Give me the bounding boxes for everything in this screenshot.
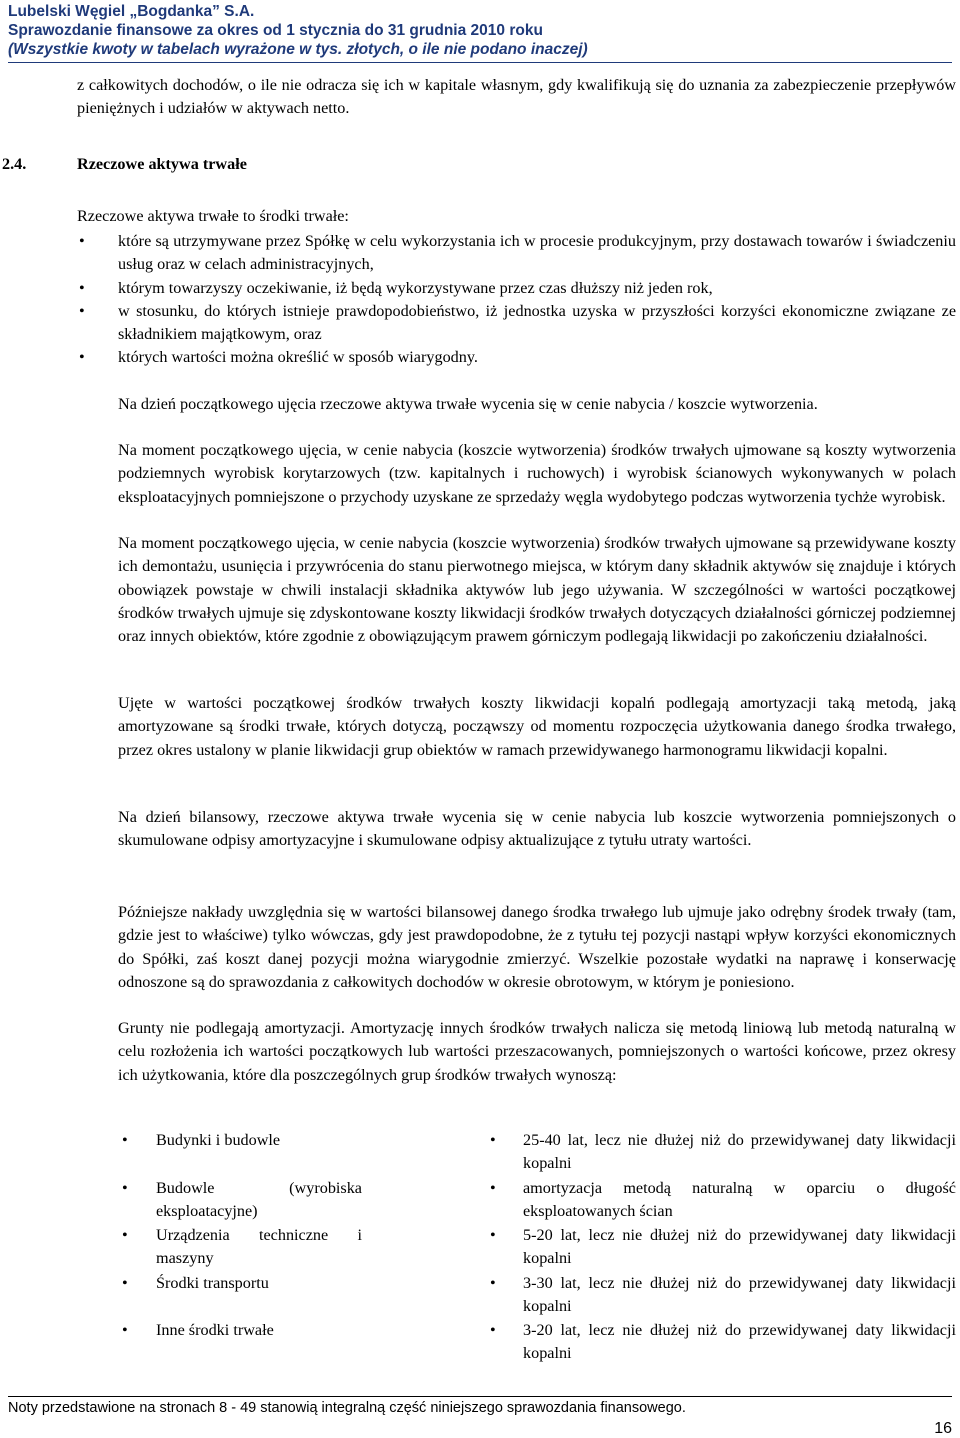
bullet-icon: • bbox=[122, 1273, 128, 1292]
page-number: 16 bbox=[934, 1420, 952, 1437]
amounts-note: (Wszystkie kwoty w tabelach wyrażone w tys. złotych, o ile nie podano inaczej) bbox=[8, 41, 588, 58]
bullet-icon: • bbox=[79, 348, 85, 367]
table-row bbox=[118, 1129, 956, 1177]
paragraph-initial-recognition: Na dzień początkowego ujęcia rzeczowe aktywa trwałe wycenia się w cenie nabycia / koszcie wytworzenia. bbox=[118, 395, 818, 413]
asset-group: Środki transportu bbox=[156, 1273, 269, 1292]
asset-group: Budynki i budowle bbox=[156, 1131, 281, 1149]
paragraph-excavation-costs: Na moment początkowego ujęcia, w cenie nabycia (koszcie wytworzenia) środków trwałych ujmowane są koszty wytworzenia podziemnych wyrobisk korytarzowych (tzw. kapitalnych i ruchowych) i wyrobisk ścianowych wykonywanych w polach eksploatacyjnych pomniejszone o przychody uzyskane ze sprzedaży węgla wydobytego podczas wytworzenia tychże wyrobisk. bbox=[118, 441, 956, 506]
continuation-paragraph: z całkowitych dochodów, o ile nie odracza się ich w kapitale własnym, gdy kwalifikują się do uznania za zabezpieczenie przepływów pieniężnych i udziałów w aktywach netto. bbox=[77, 76, 956, 118]
criteria-list bbox=[77, 230, 956, 370]
bullet-icon: • bbox=[122, 1321, 128, 1339]
paragraph-balance-sheet-date: Na dzień bilansowy, rzeczowe aktywa trwałe wycenia się w cenie nabycia lub koszcie wytworzenia pomniejszonych o skumulowane odpisy amortyzacyjne i skumulowane odpisy aktualizujące z tytułu utraty wartości. bbox=[118, 808, 956, 850]
useful-life: 3-20 lat, lecz nie dłużej niż do przewidywanej daty likwidacji kopalni bbox=[523, 1321, 956, 1363]
bullet-icon: • bbox=[490, 1321, 496, 1339]
useful-life: 3-30 lat, lecz nie dłużej niż do przewidywanej daty likwidacji kopalni bbox=[523, 1273, 956, 1315]
depreciation-table bbox=[118, 1129, 956, 1367]
list-item: • których wartości można określić w sposób wiarygodny. bbox=[77, 346, 956, 369]
asset-group: Urządzenia techniczne i maszyny bbox=[156, 1226, 362, 1268]
bullet-icon: • bbox=[490, 1178, 496, 1197]
section-number: 2.4. bbox=[2, 155, 27, 173]
bullet-icon: • bbox=[122, 1131, 128, 1149]
footer-divider bbox=[8, 1396, 952, 1397]
paragraph-depreciation-method: Grunty nie podlegają amortyzacji. Amortyzację innych środków trwałych nalicza się metodą liniową lub metodą naturalną w celu rozłożenia ich wartości początkowych lub wartości przeszacowanych, pomniejszonych o wartości końcowe, przez okresy ich użytkowania, które dla poszczególnych grup środków trwałych wynoszą: bbox=[118, 1019, 956, 1084]
header-divider bbox=[8, 62, 952, 63]
list-item: • którym towarzyszy oczekiwanie, iż będą wykorzystywane przez czas dłuższy niż jeden rok, bbox=[77, 277, 956, 300]
bullet-icon: • bbox=[79, 232, 85, 250]
useful-life: 25-40 lat, lecz nie dłużej niż do przewidywanej daty likwidacji kopalni bbox=[523, 1131, 956, 1173]
section-intro: Rzeczowe aktywa trwałe to środki trwałe: bbox=[77, 207, 349, 225]
footer-note: Noty przedstawione na stronach 8 - 49 stanowią integralną część niniejszego sprawozdania finansowego. bbox=[8, 1400, 686, 1416]
section-title: Rzeczowe aktywa trwałe bbox=[77, 155, 247, 173]
table-row bbox=[118, 1319, 956, 1367]
useful-life: amortyzacja metodą naturalną w oparciu o długość eksploatowanych ścian bbox=[523, 1178, 956, 1220]
report-title: Sprawozdanie finansowe za okres od 1 stycznia do 31 grudnia 2010 roku bbox=[8, 22, 543, 39]
bullet-icon: • bbox=[490, 1226, 496, 1244]
bullet-icon: • bbox=[490, 1131, 496, 1149]
bullet-icon: • bbox=[490, 1273, 496, 1292]
bullet-icon: • bbox=[122, 1226, 128, 1244]
table-row bbox=[118, 1224, 956, 1272]
useful-life: 5-20 lat, lecz nie dłużej niż do przewidywanej daty likwidacji kopalni bbox=[523, 1226, 956, 1268]
bullet-icon: • bbox=[122, 1178, 128, 1197]
paragraph-mine-liquidation: Ujęte w wartości początkowej środków trwałych koszty likwidacji kopalń podlegają amortyzacji taką metodą, jaką amortyzowane są środki trwałe, których dotyczą, począwszy od momentu rozpoczęcia użytkowania danego środka trwałego, przez okres ustalony w planie likwidacji grup obiektów w ramach przewidywanego harmonogramu likwidacji kopalni. bbox=[118, 694, 956, 759]
page-header bbox=[8, 2, 908, 59]
table-row bbox=[118, 1177, 956, 1225]
company-name: Lubelski Węgiel „Bogdanka” S.A. bbox=[8, 3, 255, 20]
list-item: • w stosunku, do których istnieje prawdopodobieństwo, iż jednostka uzyska w przyszłości korzyści ekonomiczne związane ze składnikiem majątkowym, oraz bbox=[79, 301, 956, 344]
table-row bbox=[118, 1272, 956, 1320]
paragraph-dismantling-costs: Na moment początkowego ujęcia, w cenie nabycia (koszcie wytworzenia) środków trwałych ujmowane są przewidywane koszty ich demontażu, usunięcia i przywrócenia do stanu pierwotnego miejsca, w którym dany składnik aktywów się znajduje i których obowiązek powstaje w chwili instalacji składnika aktywów lub jego używania. W szczególności w wartości początkowej środków trwałych ujmuje się zdyskontowane koszty likwidacji środków trwałych dotyczących działalności górniczej podziemnej oraz innych obiektów, które zgodnie z obowiązującym prawem górniczym podlegają likwidacji po zakończeniu działalności. bbox=[118, 534, 956, 646]
bullet-icon: • bbox=[79, 278, 85, 297]
bullet-icon: • bbox=[79, 301, 85, 320]
asset-group: Budowle (wyrobiska eksploatacyjne) bbox=[156, 1178, 362, 1220]
asset-group: Inne środki trwałe bbox=[156, 1321, 274, 1339]
list-item: • które są utrzymywane przez Spółkę w celu wykorzystania ich w procesie produkcyjnym, przy dostawach towarów i świadczeniu usług oraz w celach administracyjnych, bbox=[79, 232, 956, 274]
paragraph-subsequent-costs: Późniejsze nakłady uwzględnia się w wartości bilansowej danego środka trwałego lub ujmuje jako odrębny środek trwały (tam, gdzie jest to właściwe) tylko wówczas, gdy jest prawdopodobne, że z tytułu tej pozycji nastąpi wpływ korzyści ekonomicznych do Spółki, zaś koszt danej pozycji można wiarygodnie zmierzyć. Wszelkie pozostałe wydatki na naprawę i konserwację odnoszone są do sprawozdania z całkowitych dochodów w okresie obrotowym, w którym je poniesiono. bbox=[118, 903, 956, 991]
